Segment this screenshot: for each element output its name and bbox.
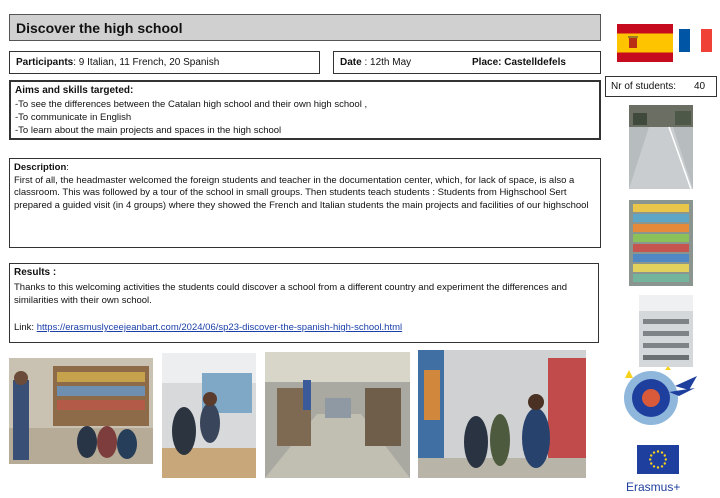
participants-box (9, 51, 320, 74)
aims-box (9, 80, 601, 140)
results-link[interactable]: https://erasmuslyceejeanbart.com/2024/06/sp23-discover-the-spanish-high-school.html (36, 322, 403, 333)
nr-students-label: Nr of students: (611, 81, 677, 92)
eu-flag-icon (637, 445, 679, 474)
date-label: Date (340, 57, 362, 68)
place-line (472, 57, 566, 68)
corridor-photo (629, 105, 693, 189)
participants-line (16, 57, 219, 68)
results-text: Thanks to this welcoming activities the students could discover a school from a different country and experiment the differences and similarities with their own school. (14, 282, 568, 306)
aims-item: -To communicate in English (15, 112, 132, 123)
aims-item: -To learn about the main projects and spaces in the high school (15, 125, 282, 136)
corridor-lockers-photo (265, 352, 410, 478)
results-box (9, 263, 599, 343)
link-label: Link: (14, 322, 37, 333)
description-heading: Description (14, 162, 67, 173)
nr-students-value: 40 (694, 81, 706, 92)
participants-label: Participants (16, 57, 74, 68)
date-place-box (333, 51, 601, 74)
date-value: : 12th May (361, 57, 412, 68)
results-link-line (14, 322, 402, 333)
spain-flag (617, 24, 673, 62)
date-line (340, 57, 411, 68)
description-text: First of all, the headmaster welcomed the foreign students and teacher in the documentation center, which, for lack of space, is also a classroom. This was followed by a tour of the school in small groups. Then students teach students : Students from Highschool Sert prepared a guided visit (in 4 groups) where they showed the French and Italian students the main projects and facilities of our highschool (14, 174, 589, 211)
title-bar (9, 14, 601, 41)
erasmus-badge-icon (615, 366, 699, 430)
stairs-photo (629, 200, 693, 286)
library-photo (9, 358, 153, 464)
description-body: Description: First of all, the headmaster welcomed the foreign students and teacher in the documentation center, which, for lack of space, is also a classroom. This was followed by a tour of the school in small groups. Then students teach students : Students from Highschool Sert prepared a guided visit (in 4 groups) where they showed the French and Italian students the main projects and facilities of our highschool (14, 162, 589, 211)
page-title: Discover the high school (16, 20, 183, 36)
results-heading: Results (14, 267, 51, 278)
aims-item: -To see the differences between the Catalan high school and their own high school , (15, 99, 368, 110)
hallway-photo (162, 353, 256, 478)
nr-students-box (605, 76, 717, 97)
description-box (9, 158, 601, 248)
exhibition-photo (418, 350, 586, 478)
aims-heading: Aims and skills targeted: (15, 85, 134, 96)
classroom-photo (639, 295, 693, 367)
erasmus-logo-text: Erasmus+ (626, 480, 681, 494)
participants-value: : 9 Italian, 11 French, 20 Spanish (73, 57, 220, 68)
france-flag (679, 29, 712, 52)
place-label: Place: Castelldefels (472, 57, 566, 68)
results-heading-line: Results : (14, 267, 57, 278)
